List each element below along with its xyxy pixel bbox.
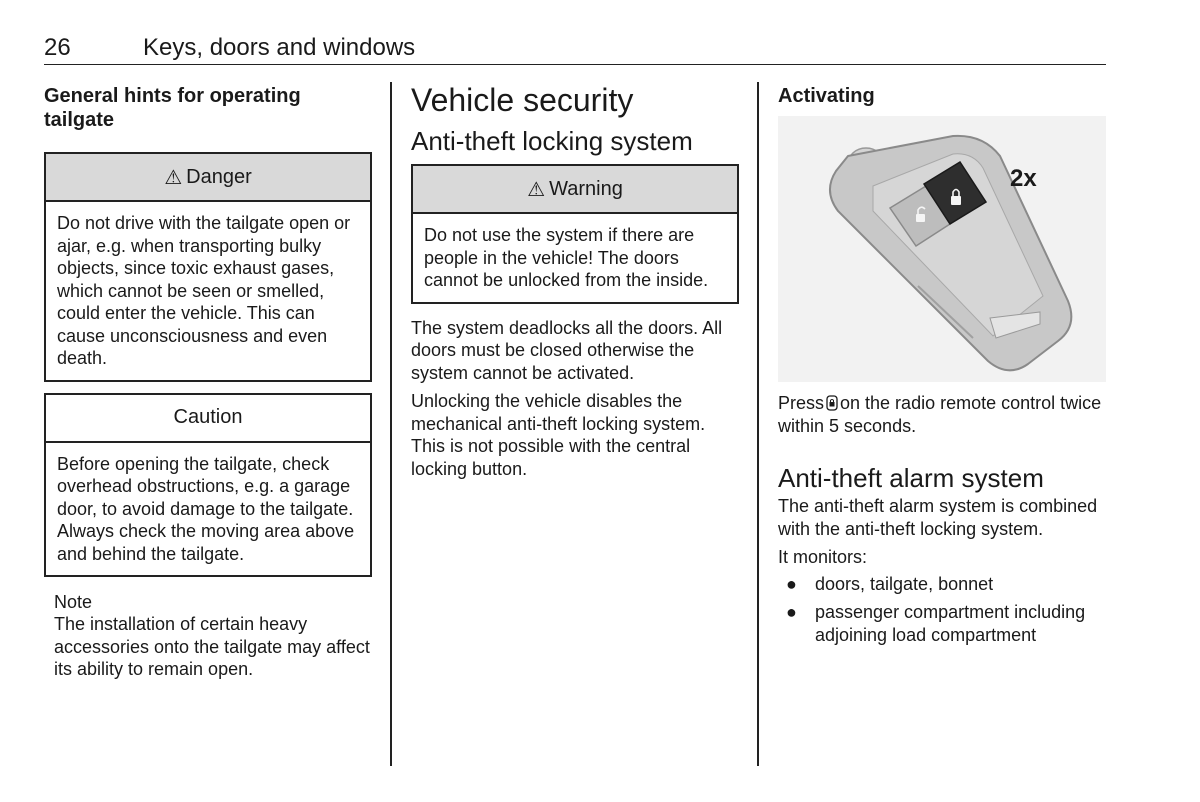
danger-title: Danger	[186, 165, 252, 188]
bullet-icon: ●	[786, 602, 797, 622]
monitors-list	[778, 573, 1108, 647]
caution-title: Caution	[173, 406, 243, 428]
danger-text: Do not drive with the tailgate open or ajar, e.g. when transporting bulky objects, since toxic exhaust gases, which cannot be seen or smelled, could enter the vehicle. This can cause unconsciousness and even death.	[57, 213, 351, 368]
warning-text: Do not use the system if there are people in the vehicle! The doors cannot be unlocked from the inside.	[424, 225, 709, 290]
chapter-title: Keys, doors and windows	[143, 34, 416, 61]
danger-box-header	[46, 154, 370, 202]
warning-triangle-icon: ⚠	[164, 166, 183, 189]
bullet-icon: ●	[786, 573, 797, 594]
alarm-system-text: The anti-theft alarm system is combined with the anti-theft locking system.	[778, 496, 1098, 539]
warning-box-header	[413, 166, 737, 214]
remote-key-fob-icon	[778, 116, 1106, 382]
column-right	[778, 84, 1108, 652]
alarm-system-title: Anti-theft alarm system	[778, 463, 1044, 493]
unlocking-paragraph: Unlocking the vehicle disables the mechanical anti-theft locking system. This is not possible with the central locking button.	[411, 391, 706, 479]
page-header	[44, 34, 1106, 65]
press-count-label: 2x	[1010, 165, 1037, 192]
column-divider-2	[757, 82, 759, 766]
warning-title: Warning	[549, 177, 623, 200]
note-title: Note	[54, 592, 93, 612]
tailgate-hints-heading: General hints for operating tailgate	[44, 85, 301, 131]
caution-box	[44, 393, 372, 578]
deadlock-paragraph: The system deadlocks all the doors. All doors must be closed otherwise the system cannot be activated.	[411, 317, 723, 383]
activating-heading: Activating	[778, 85, 875, 107]
column-divider-1	[390, 82, 392, 766]
list-item: ● doors, tailgate, bonnet	[786, 573, 994, 594]
warning-triangle-icon: ⚠	[527, 178, 546, 201]
note-text: The installation of certain heavy accessories onto the tailgate may affect its ability to remain open.	[54, 614, 370, 679]
warning-box	[411, 164, 739, 304]
danger-box	[44, 152, 372, 382]
press-instruction	[778, 392, 1108, 437]
press-before: Press	[778, 393, 825, 413]
caution-text: Before opening the tailgate, check overhead obstructions, e.g. a garage door, to avoid damage to the tailgate. Always check the moving area above and behind the tailgate.	[57, 453, 355, 564]
anti-theft-locking-title: Anti-theft locking system	[411, 126, 693, 156]
caution-box-header	[46, 395, 370, 443]
page-number: 26	[44, 34, 71, 61]
monitors-label: It monitors:	[778, 547, 868, 567]
column-left	[44, 84, 372, 681]
vehicle-security-title: Vehicle security	[411, 82, 634, 118]
press-after: on the radio remote control twice within 5 seconds.	[778, 393, 1102, 436]
lock-button-icon	[826, 395, 838, 411]
list-item: ● passenger compartment including adjoining load compartment	[786, 602, 1086, 645]
column-middle	[411, 84, 739, 480]
